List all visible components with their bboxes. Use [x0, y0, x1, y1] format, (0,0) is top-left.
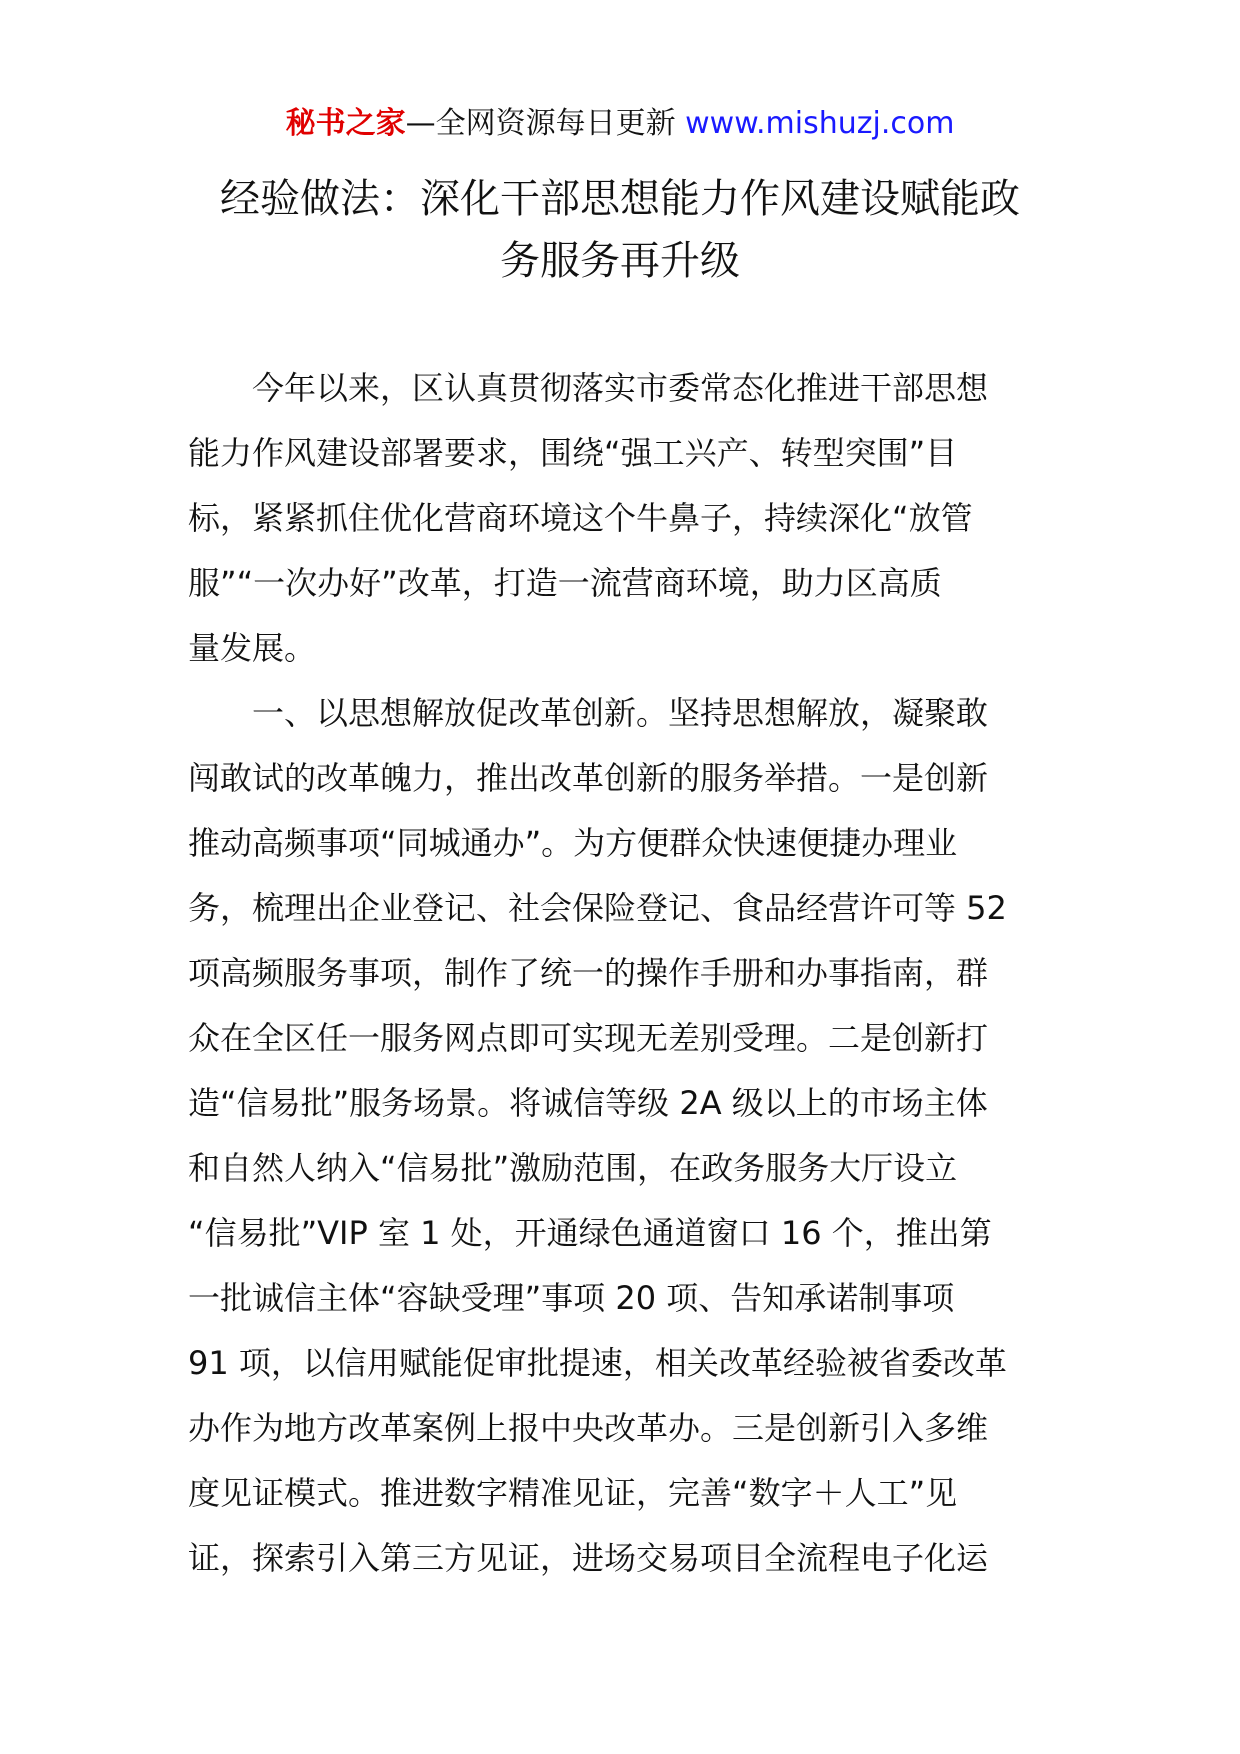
paragraph-line: 务，梳理出企业登记、社会保险登记、食品经营许可等 52	[188, 889, 1007, 927]
paragraph-line: 和自然人纳入“信易批”激励范围，在政务服务大厅设立	[188, 1149, 958, 1187]
site-tagline: —全网资源每日更新	[405, 106, 686, 141]
paragraph-line: 能力作风建设部署要求，围绕“强工兴产、转型突围”目	[188, 434, 958, 472]
paragraph-line: 闯敢试的改革魄力，推出改革创新的服务举措。一是创新	[188, 759, 989, 797]
paragraph-line: 量发展。	[188, 629, 317, 667]
paragraph-line: 服”“一次办好”改革，打造一流营商环境，助力区高质	[188, 564, 942, 602]
document-title	[170, 168, 1070, 292]
document-body	[188, 356, 1052, 1591]
title-line: 经验做法：深化干部思想能力作风建设赋能政	[220, 176, 1020, 222]
paragraph-line: 推动高频事项“同城通办”。为方便群众快速便捷办理业	[188, 824, 958, 862]
paragraph-line: 91 项，以信用赋能促审批提速，相关改革经验被省委改革	[188, 1344, 1007, 1382]
paragraph-line: 一、以思想解放促改革创新。坚持思想解放，凝聚敢	[252, 694, 989, 732]
paragraph-line: 度见证模式。推进数字精准见证，完善“数字＋人工”见	[188, 1474, 958, 1512]
paragraph-line: “信易批”VIP 室 1 处，开通绿色通道窗口 16 个，推出第	[188, 1214, 992, 1252]
site-header	[0, 102, 1240, 146]
paragraph-line: 一批诚信主体“容缺受理”事项 20 项、告知承诺制事项	[188, 1279, 955, 1317]
paragraph-line: 今年以来，区认真贯彻落实市委常态化推进干部思想	[252, 369, 989, 407]
site-url-link[interactable]: www.mishuzj.com	[685, 106, 955, 141]
site-brand: 秘书之家	[285, 106, 406, 141]
paragraph-line: 造“信易批”服务场景。将诚信等级 2A 级以上的市场主体	[188, 1084, 988, 1122]
paragraph-line: 标，紧紧抓住优化营商环境这个牛鼻子，持续深化“放管	[188, 499, 973, 537]
paragraph-line: 项高频服务事项，制作了统一的操作手册和办事指南，群	[188, 954, 989, 992]
paragraph-line: 众在全区任一服务网点即可实现无差别受理。二是创新打	[188, 1019, 989, 1057]
title-line: 务服务再升级	[500, 238, 740, 284]
paragraph-line: 证，探索引入第三方见证，进场交易项目全流程电子化运	[188, 1539, 989, 1577]
paragraph-line: 办作为地方改革案例上报中央改革办。三是创新引入多维	[188, 1409, 989, 1447]
